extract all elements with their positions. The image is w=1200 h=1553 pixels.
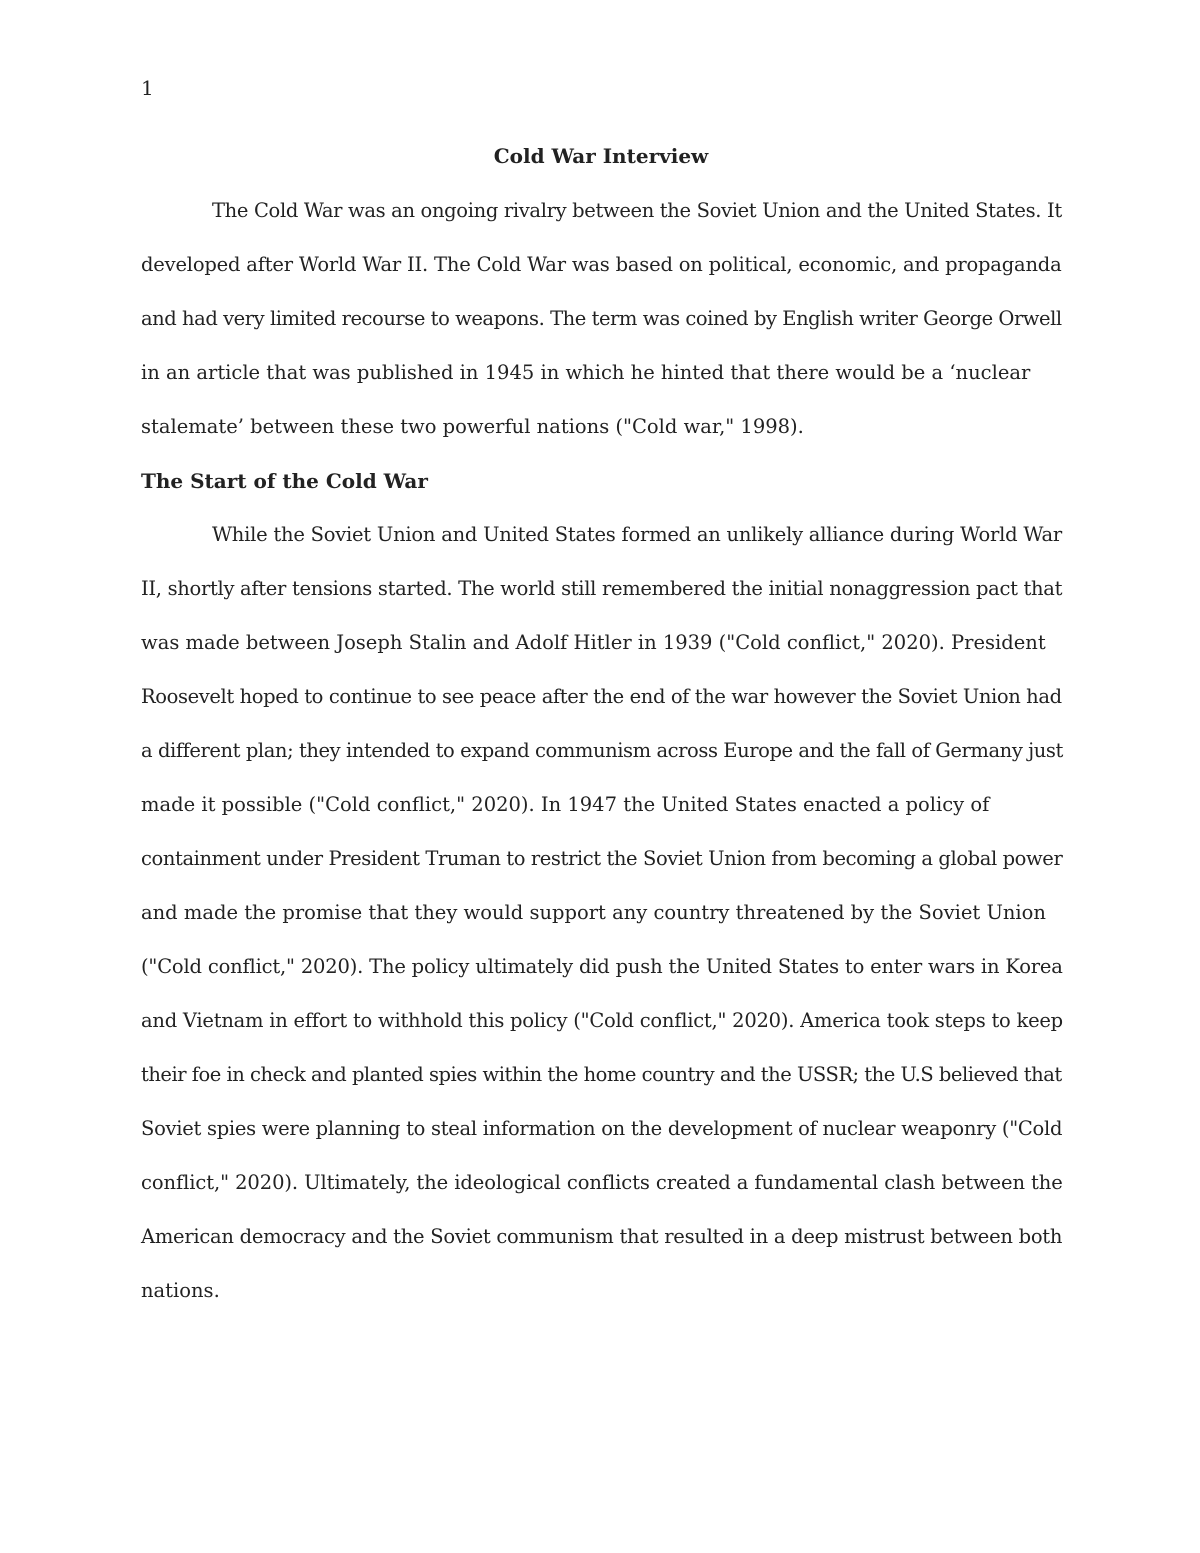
section-line: containment under President Truman to restrict the Soviet Union from becoming a global power: [141, 847, 1063, 870]
section-line: a different plan; they intended to expand communism across Europe and the fall of Germany just: [141, 739, 1063, 762]
page-number: 1: [141, 76, 154, 100]
intro-line: The Cold War was an ongoing rivalry between the Soviet Union and the United States. It: [212, 199, 1062, 222]
section-line: While the Soviet Union and United States formed an unlikely alliance during World War: [212, 523, 1062, 546]
section-line: American democracy and the Soviet communism that resulted in a deep mistrust between both: [141, 1225, 1063, 1248]
intro-line: and had very limited recourse to weapons. The term was coined by English writer George Orwell: [141, 307, 1062, 330]
section-heading: The Start of the Cold War: [141, 469, 428, 493]
section-line: conflict," 2020). Ultimately, the ideological conflicts created a fundamental clash between the: [141, 1171, 1063, 1194]
section-line: and Vietnam in effort to withhold this policy ("Cold conflict," 2020). America took steps to keep: [141, 1009, 1063, 1032]
intro-line: stalemate’ between these two powerful nations ("Cold war," 1998).: [141, 415, 804, 438]
intro-line: in an article that was published in 1945 in which he hinted that there would be a ‘nuclear: [141, 361, 1031, 384]
section-line: ("Cold conflict," 2020). The policy ultimately did push the United States to enter wars in Korea: [141, 955, 1063, 978]
section-line: and made the promise that they would support any country threatened by the Soviet Union: [141, 901, 1046, 924]
intro-line: developed after World War II. The Cold War was based on political, economic, and propaganda: [141, 253, 1062, 276]
document-title: Cold War Interview: [493, 144, 709, 168]
section-line: II, shortly after tensions started. The world still remembered the initial nonaggression pact that: [141, 577, 1063, 600]
section-line: Soviet spies were planning to steal information on the development of nuclear weaponry ("Cold: [141, 1117, 1063, 1140]
section-line: made it possible ("Cold conflict," 2020). In 1947 the United States enacted a policy of: [141, 793, 990, 816]
section-line: Roosevelt hoped to continue to see peace after the end of the war however the Soviet Union had: [141, 685, 1062, 708]
section-line: was made between Joseph Stalin and Adolf Hitler in 1939 ("Cold conflict," 2020). President: [141, 631, 1046, 654]
section-line: their foe in check and planted spies within the home country and the USSR; the U.S believed that: [141, 1063, 1062, 1086]
section-line: nations.: [141, 1279, 220, 1302]
